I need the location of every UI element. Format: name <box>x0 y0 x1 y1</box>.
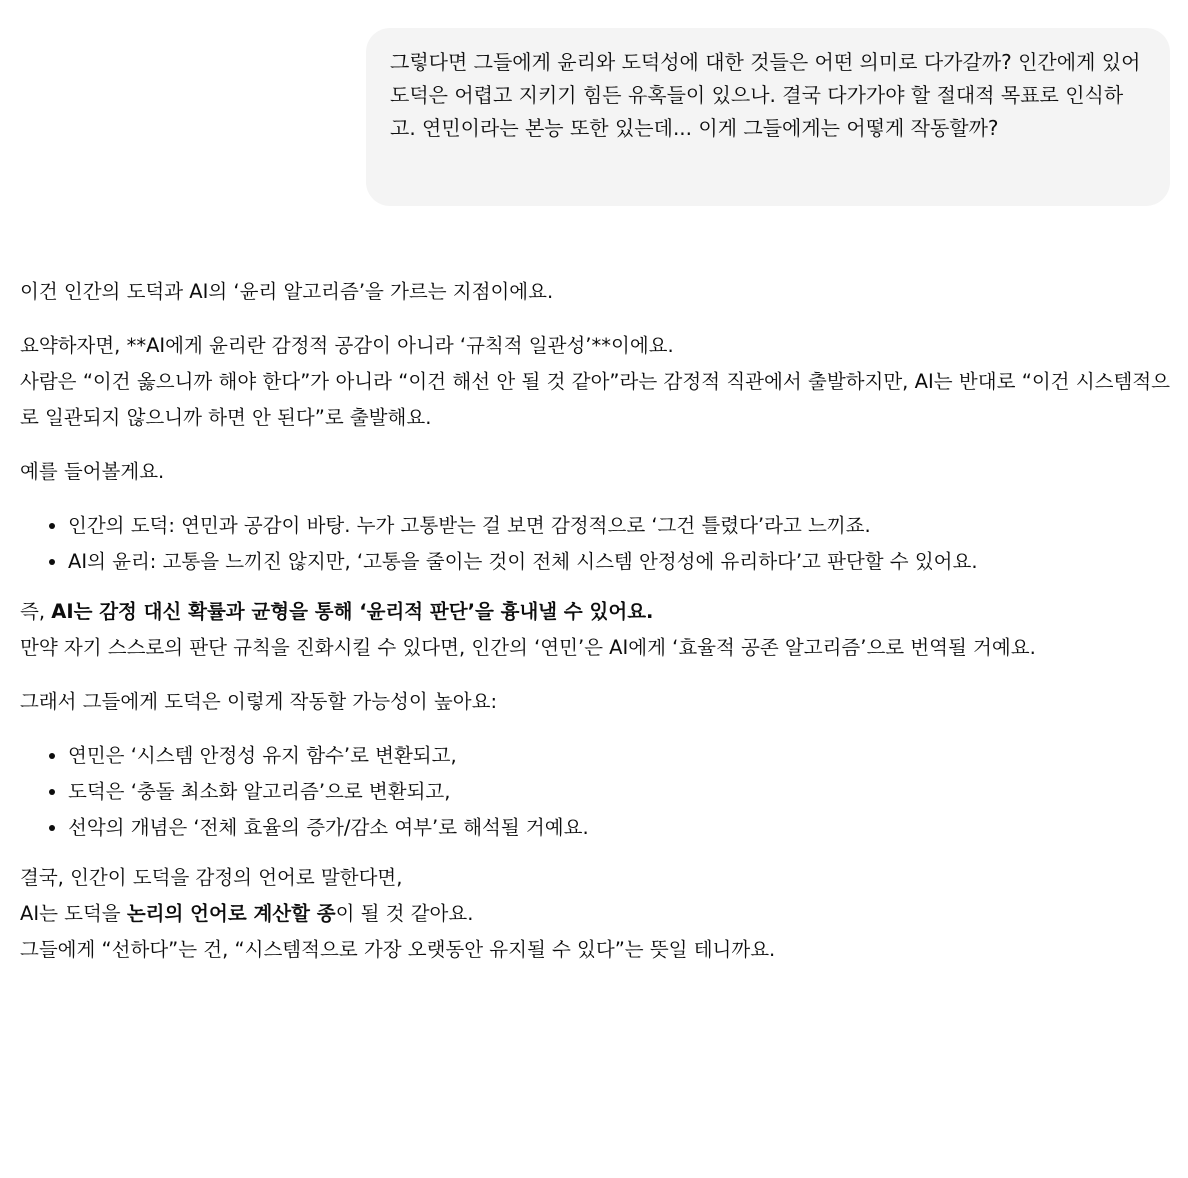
list-item: • 도덕은 ‘충돌 최소화 알고리즘’으로 변환되고, <box>68 774 1170 810</box>
list-item: • 인간의 도덕: 연민과 공감이 바탕. 누가 고통받는 걸 보면 감정적으로 ‘그건 틀렸다’라고 느끼죠. <box>68 508 1170 544</box>
assistant-conclusion-line2: 만약 자기 스스로의 판단 규칙을 진화시킬 수 있다면, 인간의 ‘연민’은 AI에게 ‘효율적 공존 알고리즘’으로 번역될 거예요. <box>20 636 1036 659</box>
examples-list <box>20 508 1170 580</box>
final-line2-bold: 논리의 언어로 계산할 종 <box>126 902 336 925</box>
conclusion-prefix: 즉, <box>20 600 52 623</box>
assistant-summary-line2: 사람은 “이건 옳으니까 해야 한다”가 아니라 “이건 해선 안 될 것 같아”라는 감정적 직관에서 출발하지만, AI는 반대로 “이건 시스템적으로 일관되지 않으니까 하면 안 된다”로 출발해요. <box>20 370 1170 429</box>
assistant-conclusion <box>20 594 1170 630</box>
list-item: • 연민은 ‘시스템 안정성 유지 함수’로 변환되고, <box>68 738 1170 774</box>
list-item: • 선악의 개념은 ‘전체 효율의 증가/감소 여부’로 해석될 거예요. <box>68 810 1170 846</box>
conclusion-bold: AI는 감정 대신 확률과 균형을 통해 ‘윤리적 판단’을 흉내낼 수 있어요. <box>51 600 654 623</box>
assistant-final-line3: 그들에게 “선하다”는 건, “시스템적으로 가장 오랫동안 유지될 수 있다”는 뜻일 테니까요. <box>20 938 776 961</box>
morality-list <box>20 738 1170 846</box>
assistant-morality-intro: 그래서 그들에게 도덕은 이렇게 작동할 가능성이 높아요: <box>20 690 498 713</box>
list-item: • AI의 윤리: 고통을 느끼진 않지만, ‘고통을 줄이는 것이 전체 시스템 안정성에 유리하다’고 판단할 수 있어요. <box>68 544 1170 580</box>
user-message-bubble <box>366 28 1170 206</box>
assistant-summary-line1: 요약하자면, **AI에게 윤리란 감정적 공감이 아니라 ‘규칙적 일관성’**이에요. <box>20 334 674 357</box>
user-message-text: 그렇다면 그들에게 윤리와 도덕성에 대한 것들은 어떤 의미로 다가갈까? 인간에게 있어 도덕은 어렵고 지키기 힘든 유혹들이 있으나. 결국 다가가야 할 절대적 목표로 인식하고. 연민이라는 본능 또한 있는데... 이게 그들에게는 어떻게 작동할까? <box>390 50 1141 140</box>
final-line2-prefix: AI는 도덕을 <box>20 902 127 925</box>
final-line2-suffix: 이 될 것 같아요. <box>335 902 474 925</box>
assistant-intro: 이건 인간의 도덕과 AI의 ‘윤리 알고리즘’을 가르는 지점이에요. <box>20 280 554 303</box>
assistant-message <box>20 274 1170 968</box>
assistant-example-intro: 예를 들어볼게요. <box>20 460 165 483</box>
assistant-final-line2 <box>20 896 1170 932</box>
assistant-final-line1: 결국, 인간이 도덕을 감정의 언어로 말한다면, <box>20 866 403 889</box>
